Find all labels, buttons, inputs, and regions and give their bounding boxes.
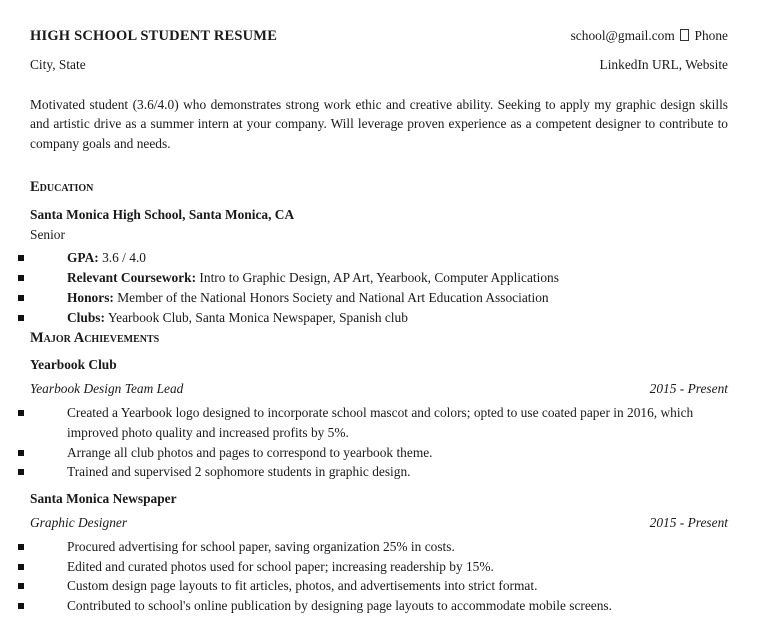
bullet-icon <box>18 469 24 475</box>
bullet-text: Contributed to school's online publication by designing page layouts to accommodate mobile screens. <box>67 598 612 614</box>
list-item <box>30 576 728 596</box>
list-item <box>30 596 728 616</box>
bullet-icon <box>18 603 24 609</box>
detail-label: Honors: <box>67 289 114 305</box>
bullet-icon <box>18 450 24 456</box>
links-text: LinkedIn URL, Website <box>599 56 728 72</box>
detail-text: Intro to Graphic Design, AP Art, Yearbook, Computer Applications <box>199 270 559 286</box>
bullet-icon <box>18 583 24 589</box>
detail-label: Relevant Coursework: <box>67 270 197 286</box>
role-title: Graphic Designer <box>30 514 128 530</box>
list-item <box>30 288 728 308</box>
list-item <box>30 537 728 557</box>
role-title: Yearbook Design Team Lead <box>30 381 184 397</box>
bullet-text: Created a Yearbook logo designed to incorporate school mascot and colors; opted to use coated paper in 2016, which improved photo quality and increased profits by 5%. <box>67 404 694 440</box>
location-text: City, State <box>30 56 86 72</box>
entry-role-line <box>30 379 728 399</box>
school-name: Santa Monica High School, Santa Monica, CA <box>30 206 295 222</box>
bullet-icon <box>18 410 24 416</box>
detail-text: 3.6 / 4.0 <box>102 250 146 266</box>
bullet-icon <box>18 255 24 261</box>
bullet-icon <box>18 295 24 301</box>
bullet-icon <box>18 275 24 281</box>
bullet-text: Edited and curated photos used for school paper; increasing readership by 15%. <box>67 558 494 574</box>
bullet-text: Arrange all club photos and pages to correspond to yearbook theme. <box>67 444 433 460</box>
email-text: school@gmail.com <box>570 28 675 43</box>
list-item <box>30 268 728 288</box>
list-item <box>30 443 728 463</box>
detail-label: Clubs: <box>67 309 105 325</box>
bullet-text: Custom design page layouts to fit articles, photos, and advertisements into strict format. <box>67 578 538 594</box>
entry-organization: Santa Monica Newspaper <box>30 491 177 507</box>
phone-text: Phone <box>694 28 728 43</box>
education-detail-list <box>30 248 728 327</box>
bullet-icon <box>18 315 24 321</box>
list-item <box>30 557 728 577</box>
bullet-text: Trained and supervised 2 sophomore students in graphic design. <box>67 464 411 480</box>
list-item <box>30 403 728 443</box>
bullet-icon <box>18 564 24 570</box>
header-row-2 <box>30 55 728 75</box>
achievement-bullet-list <box>30 537 728 616</box>
list-item <box>30 308 728 328</box>
page-title: HIGH SCHOOL STUDENT RESUME <box>30 28 278 44</box>
bullet-text: Procured advertising for school paper, saving organization 25% in costs. <box>67 538 455 554</box>
list-item <box>30 462 728 482</box>
entry-organization: Yearbook Club <box>30 357 117 373</box>
date-range: 2015 - Present <box>649 514 728 530</box>
date-range: 2015 - Present <box>649 381 728 397</box>
entry-role-line <box>30 513 728 533</box>
missing-glyph-icon <box>680 29 689 41</box>
contact-line <box>571 26 728 46</box>
bullet-icon <box>18 544 24 550</box>
detail-text: Yearbook Club, Santa Monica Newspaper, Spanish club <box>107 309 408 325</box>
grade-level: Senior <box>30 226 65 242</box>
detail-text: Member of the National Honors Society and National Art Education Association <box>117 289 549 305</box>
list-item <box>30 248 728 268</box>
summary-paragraph: Motivated student (3.6/4.0) who demonstrates strong work ethic and creative ability. Seeking to apply my graphic design skills and artistic drive as a summer intern at your company. Will leverage proven experience as a competent designer to contribute to company goals and needs. <box>30 96 728 152</box>
section-heading-achievements: Major Achievements <box>30 329 160 346</box>
section-heading-education: Education <box>30 178 94 195</box>
detail-label: GPA: <box>67 250 99 266</box>
achievement-bullet-list <box>30 403 728 482</box>
header-row-1 <box>30 26 728 47</box>
